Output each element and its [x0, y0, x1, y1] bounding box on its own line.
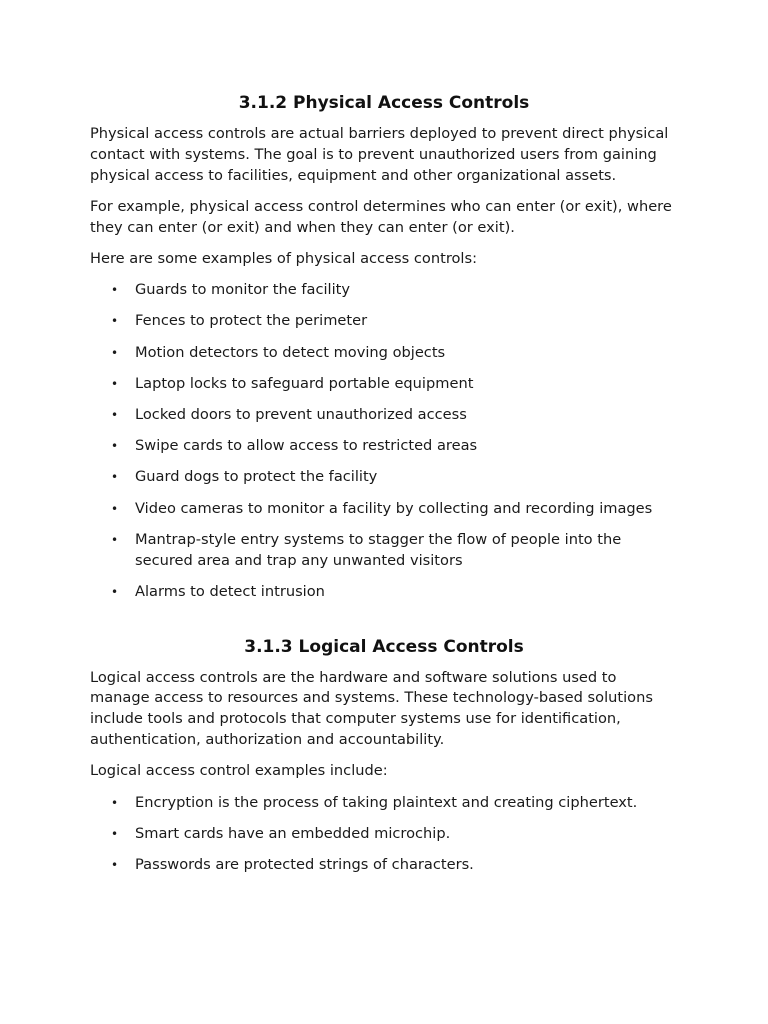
bullet-icon: •	[111, 857, 119, 872]
bullet-icon: •	[111, 283, 119, 298]
list-item	[111, 311, 678, 332]
section-logical-access-controls	[90, 636, 678, 876]
paragraph: Logical access control examples include:	[90, 762, 388, 780]
list-item	[111, 855, 678, 876]
list-item	[111, 467, 678, 488]
bullet-icon: •	[111, 584, 119, 599]
list-item	[111, 499, 678, 520]
list-item	[111, 343, 678, 364]
list-item-text: Motion detectors to detect moving objects	[135, 343, 446, 361]
section-heading: 3.1.3 Logical Access Controls	[244, 636, 524, 657]
list-item	[111, 374, 678, 395]
bullet-icon: •	[111, 408, 119, 423]
list-item	[111, 582, 678, 603]
section-heading: 3.1.2 Physical Access Controls	[238, 93, 530, 113]
bullet-icon: •	[111, 345, 119, 360]
list-item-text: Locked doors to prevent unauthorized access	[135, 406, 467, 424]
paragraph: For example, physical access control determines who can enter (or exit), where they can enter (or exit) and when they can enter (or exit).	[90, 197, 672, 236]
list-item-text: Passwords are protected strings of characters.	[135, 855, 474, 873]
bullet-icon: •	[111, 532, 119, 547]
list-item-text: Mantrap-style entry systems to stagger the flow of people into the secured area and trap any unwanted visitors	[135, 530, 622, 569]
list-item	[111, 824, 678, 845]
paragraph: Physical access controls are actual barriers deployed to prevent direct physical contact with systems. The goal is to prevent unauthorized users from gaining physical access to facilities, equipment and other organizational assets.	[90, 125, 669, 184]
list-item-text: Guard dogs to protect the facility	[135, 468, 378, 486]
bullet-icon: •	[111, 314, 119, 329]
bullet-list	[90, 793, 678, 876]
bullet-list	[90, 280, 678, 602]
bullet-icon: •	[111, 795, 119, 810]
list-item-text: Video cameras to monitor a facility by collecting and recording images	[135, 499, 653, 517]
paragraph: Here are some examples of physical access controls:	[90, 249, 478, 267]
list-item-text: Alarms to detect intrusion	[135, 582, 325, 600]
list-item	[111, 530, 678, 572]
list-item	[111, 793, 678, 814]
list-item	[111, 405, 678, 426]
list-item-text: Fences to protect the perimeter	[135, 312, 368, 330]
list-item-text: Guards to monitor the facility	[135, 281, 350, 299]
list-item-text: Smart cards have an embedded microchip.	[135, 824, 451, 842]
list-item-text: Swipe cards to allow access to restricted areas	[135, 437, 478, 455]
bullet-icon: •	[111, 826, 119, 841]
bullet-icon: •	[111, 376, 119, 391]
section-physical-access-controls	[90, 92, 678, 603]
bullet-icon: •	[111, 439, 119, 454]
list-item	[111, 436, 678, 457]
paragraph: Logical access controls are the hardware and software solutions used to manage access to resources and systems. These technology-based solutions include tools and protocols that computer systems use for identification, authentication, authorization and accountability.	[90, 668, 653, 748]
bullet-icon: •	[111, 470, 119, 485]
list-item-text: Encryption is the process of taking plaintext and creating ciphertext.	[135, 793, 638, 811]
list-item	[111, 280, 678, 301]
bullet-icon: •	[111, 501, 119, 516]
list-item-text: Laptop locks to safeguard portable equipment	[135, 374, 474, 392]
